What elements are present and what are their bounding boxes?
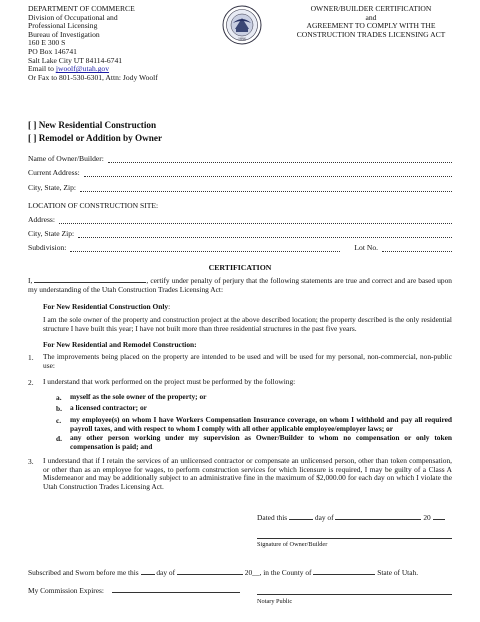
owner-city-field[interactable] (28, 182, 452, 192)
form-title-line: OWNER/BUILDER CERTIFICATION (310, 4, 432, 13)
certification-title: CERTIFICATION (208, 263, 272, 272)
new-construction-checkbox[interactable] (28, 120, 156, 130)
agency-line: Professional Licensing (28, 21, 98, 31)
sub-item-letter: d. (56, 434, 62, 443)
subdivision-row (28, 242, 452, 252)
new-construction-heading: For New Residential Construction Only: (43, 302, 171, 311)
agency-line: PO Box 146741 (28, 46, 77, 56)
field-label: Address: (28, 215, 55, 224)
owner-name-field[interactable] (28, 153, 452, 163)
current-address-field[interactable] (28, 167, 452, 177)
state-seal-icon (222, 5, 262, 45)
remodel-heading: For New Residential and Remodel Construction: (43, 340, 197, 349)
owner-signature-line[interactable] (257, 538, 452, 539)
lot-field[interactable] (382, 244, 452, 252)
form-title-block (276, 5, 466, 39)
sub-item-letter: a. (56, 393, 62, 402)
item-number: 2. (28, 378, 34, 387)
field-label: Current Address: (28, 168, 80, 177)
dated-line: Dated this day of 20 (257, 513, 445, 523)
certification-intro: I, , certify under penalty of perjury that the following statements are true and correct and are based upon my understanding of the Utah Construction Trades Licensing Act: (28, 276, 452, 294)
field-label: Subdivision: (28, 243, 67, 252)
item-number: 3. (28, 457, 34, 466)
agency-address-block (28, 5, 158, 82)
agency-line: Salt Lake City UT 84114-6741 (28, 55, 123, 65)
site-city-field[interactable] (28, 228, 452, 238)
sub-item-d: any other person working under my supervision as Owner/Builder to whom no compensation or only token compensation is paid; and (70, 433, 452, 451)
sub-item-letter: b. (56, 404, 62, 413)
notary-signature-line[interactable] (257, 594, 452, 595)
remodel-checkbox[interactable] (28, 133, 162, 143)
certifier-name-field[interactable] (34, 276, 146, 283)
owner-signature-label: Signature of Owner/Builder (257, 541, 328, 548)
field-label: City, State Zip: (28, 229, 75, 238)
sub-item-a: myself as the sole owner of the property; or (70, 392, 207, 401)
agency-line: 160 E 300 S (28, 38, 66, 48)
notary-label: Notary Public (257, 598, 293, 605)
form-title-line: and (365, 12, 377, 22)
seal-year: 1896 (238, 36, 246, 42)
site-address-field[interactable] (28, 214, 452, 224)
commission-row: My Commission Expires: (28, 586, 240, 596)
agency-line: DEPARTMENT OF COMMERCE (28, 4, 135, 13)
item-2-text: I understand that work performed on the project must be performed by the following: (43, 377, 296, 386)
lot-label: Lot No. (354, 243, 379, 252)
sworn-line: Subscribed and Sworn before me this day of 20__, in the County of State of Utah. (28, 568, 419, 577)
item-number: 1. (28, 353, 34, 362)
county-field[interactable] (313, 568, 375, 575)
field-label: Name of Owner/Builder: (28, 154, 104, 163)
agency-line: Division of Occupational and (28, 12, 118, 22)
fax-line: Or Fax to 801-530-6301, Attn: Jody Woolf (28, 72, 158, 82)
item-3-text: I understand that if I retain the services of an unlicensed contractor or compensate an unlicensed person, other than token compensation, or other than as an employee for wages, to perform construction services for which licensure is required, I may be guilty of a Class A Misdemeanor and may be additionally subject to an administrative fine in the maximum of $2,000.00 for each day on which I violate the Utah Construction Trades Licensing Act. (43, 456, 452, 491)
sworn-month-field[interactable] (177, 568, 243, 575)
site-section-title: LOCATION OF CONSTRUCTION SITE: (28, 201, 159, 210)
email-link[interactable]: jwoolf@utah.gov (55, 64, 110, 74)
checkbox-label: New Residential Construction (38, 120, 157, 130)
sub-item-letter: c. (56, 416, 62, 425)
sub-item-c: my employee(s) on whom I have Workers Compensation Insurance coverage, on whom I withhold and pay all required payroll taxes, and with respect to whom I comply with all other applicable employee/employer laws; or (70, 415, 452, 433)
form-title-line: AGREEMENT TO COMPLY WITH THE (306, 21, 436, 31)
item-1-text: The improvements being placed on the property are intended to be used and will be used for my personal, non-commercial, non-public use: (43, 352, 452, 370)
subdivision-field[interactable] (70, 244, 340, 252)
sub-item-b: a licensed contractor; or (70, 403, 147, 412)
dated-day-field[interactable] (289, 513, 313, 520)
sworn-day-field[interactable] (141, 568, 155, 575)
email-line: Email to jwoolf@utah.gov (28, 64, 110, 74)
field-label: City, State, Zip: (28, 183, 77, 192)
checkbox-brackets: [ ] (28, 120, 37, 130)
dated-month-field[interactable] (335, 513, 421, 520)
form-title-line: CONSTRUCTION TRADES LICENSING ACT (296, 29, 446, 39)
checkbox-brackets: [ ] (28, 133, 37, 143)
checkbox-label: Remodel or Addition by Owner (38, 133, 163, 143)
commission-expires-field[interactable] (112, 586, 240, 593)
new-construction-text: I am the sole owner of the property and construction project at the above described location; the property described is the only residential structure I have built this year; I have not built more than three residential structures in the past five years. (43, 315, 452, 333)
agency-line: Bureau of Investigation (28, 29, 100, 39)
dated-year-field[interactable] (433, 513, 445, 520)
